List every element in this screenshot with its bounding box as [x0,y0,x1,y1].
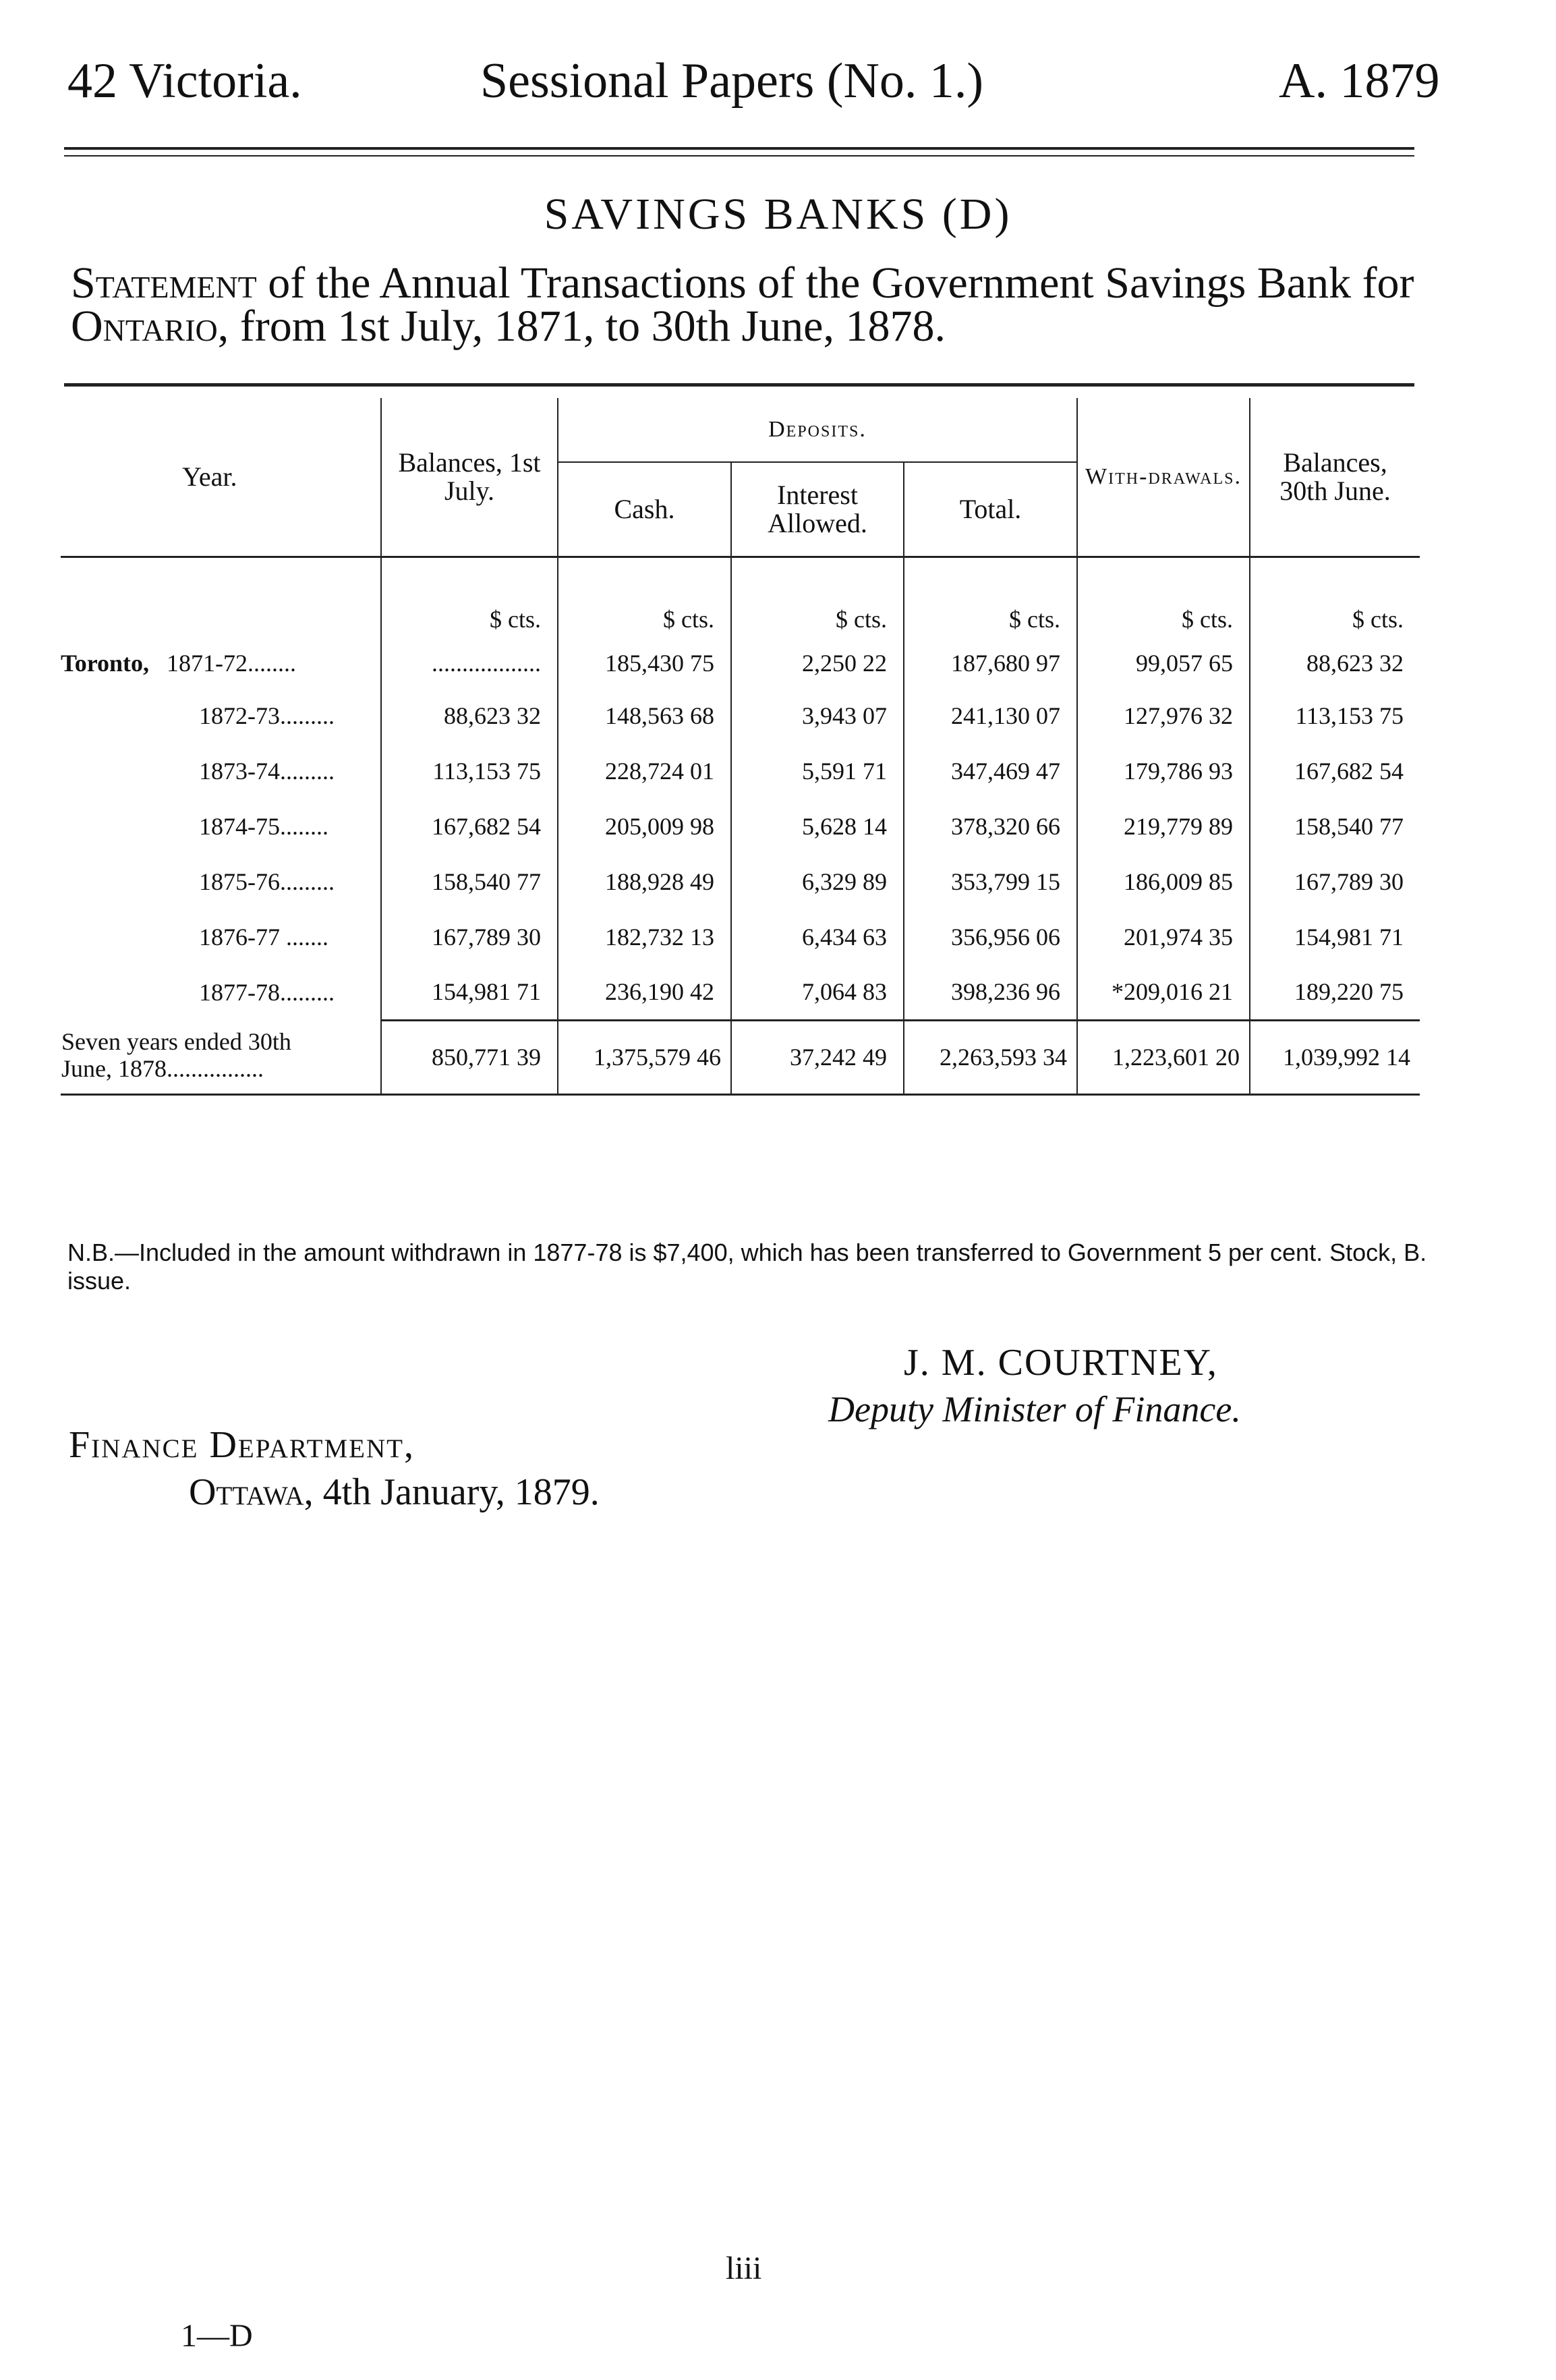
cell-interest: 3,943 07 [731,688,904,743]
total-withdrawals: 1,223,601 20 [1077,1020,1250,1094]
statement-lead: Statement [71,258,257,308]
header-interest: Interest Allowed. [731,462,904,557]
cell-balance-june: 158,540 77 [1250,799,1420,854]
header-balances-june: Balances, 30th June. [1250,398,1420,557]
cell-total: 356,956 06 [904,909,1077,965]
cell-balance-july: 158,540 77 [381,854,558,909]
row-year: 1877-78 [199,979,280,1006]
header-cash: Cash. [558,462,731,557]
cell-balance-july: 167,789 30 [381,909,558,965]
header-rule [64,147,1414,150]
total-row [61,1020,1420,1094]
cell-balance-june: 88,623 32 [1250,638,1420,688]
cell-cash: 182,732 13 [558,909,731,965]
cell-cash: 236,190 42 [558,965,731,1020]
cell-withdrawals: 179,786 93 [1077,743,1250,799]
unit-label: $ cts. [731,557,904,638]
cell-cash: 188,928 49 [558,854,731,909]
row-year: 1875-76 [199,868,280,895]
cell-withdrawals: 186,009 85 [1077,854,1250,909]
table-row [61,854,1420,909]
leader-dots: .................. [432,649,541,677]
leader-dots: ........ [280,813,328,840]
table-row [61,909,1420,965]
cell-interest: 6,434 63 [731,909,904,965]
footnote: N.B.—Included in the amount withdrawn in 1877-78 is $7,400, which has been transferred to Government 5 per cent. Stock, B. issue. [67,1239,1427,1295]
cell-cash: 205,009 98 [558,799,731,854]
cell-withdrawals: 219,779 89 [1077,799,1250,854]
cell-balance-july: 113,153 75 [381,743,558,799]
unit-label: $ cts. [381,557,558,638]
header-total: Total. [904,462,1077,557]
cell-cash: 148,563 68 [558,688,731,743]
total-balance-july: 850,771 39 [381,1020,558,1094]
header-balances-july: Balances, 1st July. [381,398,558,557]
unit-label: $ cts. [904,557,1077,638]
row-year: 1874-75 [199,813,280,840]
cell-interest: 2,250 22 [731,638,904,688]
cell-interest: 6,329 89 [731,854,904,909]
running-head-right: A. 1879 [1279,53,1440,109]
cell-withdrawals: *209,016 21 [1077,965,1250,1020]
total-label-line2: June, 1878 [61,1055,167,1082]
header-rule-thin [64,155,1414,157]
cell-balance-june: 154,981 71 [1250,909,1420,965]
leader-dots: ........ [248,649,297,677]
leader-dots: ......... [280,979,335,1006]
cell-total: 187,680 97 [904,638,1077,688]
header-withdrawals: With-drawals. [1077,398,1250,557]
cell-total: 353,799 15 [904,854,1077,909]
cell-balance-july: 154,981 71 [381,965,558,1020]
cell-balance-june: 167,789 30 [1250,854,1420,909]
leader-dots: ......... [280,702,335,729]
cell-total: 347,469 47 [904,743,1077,799]
cell-cash: 228,724 01 [558,743,731,799]
header-deposits: Deposits. [558,398,1077,462]
statement-heading [71,258,1433,351]
signatory-name: J. M. COURTNEY, [904,1342,1218,1384]
leader-dots: ................ [167,1055,264,1082]
statement-text-2: , from 1st July, 1871, to 30th June, 1878. [217,302,946,351]
cell-interest: 5,591 71 [731,743,904,799]
total-balance-june: 1,039,992 14 [1250,1020,1420,1094]
cell-withdrawals: 201,974 35 [1077,909,1250,965]
table-row [61,965,1420,1020]
row-year: 1871-72 [167,649,248,677]
department-place: Ottawa [189,1471,304,1513]
statement-province: Ontario [71,302,218,351]
transactions-table [61,398,1420,1096]
signature-mark: 1—D [181,2318,253,2354]
row-year: 1873-74 [199,758,280,785]
unit-label: $ cts. [558,557,731,638]
table-row [61,799,1420,854]
row-year: 1872-73 [199,702,280,729]
statement-text-1: of the Annual Transactions of the Government Savings Bank for [256,258,1414,308]
cell-withdrawals: 99,057 65 [1077,638,1250,688]
cell-interest: 7,064 83 [731,965,904,1020]
cell-total: 398,236 96 [904,965,1077,1020]
table-row [61,743,1420,799]
department-name: Finance Department, [69,1424,415,1466]
total-label-line1: Seven years ended 30th [61,1028,291,1055]
leader-dots: ......... [280,758,335,785]
table-row [61,638,1420,688]
running-head-center: Sessional Papers (No. 1.) [480,53,984,109]
cell-total: 378,320 66 [904,799,1077,854]
cell-balance-july: 88,623 32 [381,688,558,743]
header-year: Year. [61,398,381,557]
place-label: Toronto, [61,649,150,677]
section-title: SAVINGS BANKS (D) [544,190,1012,239]
unit-label: $ cts. [1077,557,1250,638]
leader-dots: ......... [280,868,335,895]
table-row [61,688,1420,743]
cell-balance-june: 189,220 75 [1250,965,1420,1020]
unit-label: $ cts. [1250,557,1420,638]
cell-cash: 185,430 75 [558,638,731,688]
department-date: , 4th January, 1879. [304,1471,600,1513]
table-top-rule [64,383,1414,387]
total-total: 2,263,593 34 [904,1020,1077,1094]
total-cash: 1,375,579 46 [558,1020,731,1094]
cell-interest: 5,628 14 [731,799,904,854]
department-place-date [189,1471,600,1514]
cell-withdrawals: 127,976 32 [1077,688,1250,743]
running-head-left: 42 Victoria. [67,53,302,109]
total-interest: 37,242 49 [731,1020,904,1094]
row-year: 1876-77 [199,924,280,951]
cell-balance-june: 113,153 75 [1250,688,1420,743]
cell-balance-july [381,638,558,688]
page-number: liii [726,2250,762,2286]
signatory-title: Deputy Minister of Finance. [828,1389,1241,1429]
cell-balance-july: 167,682 54 [381,799,558,854]
department-line [69,1423,415,1467]
cell-total: 241,130 07 [904,688,1077,743]
cell-balance-june: 167,682 54 [1250,743,1420,799]
leader-dots: ....... [280,924,328,951]
